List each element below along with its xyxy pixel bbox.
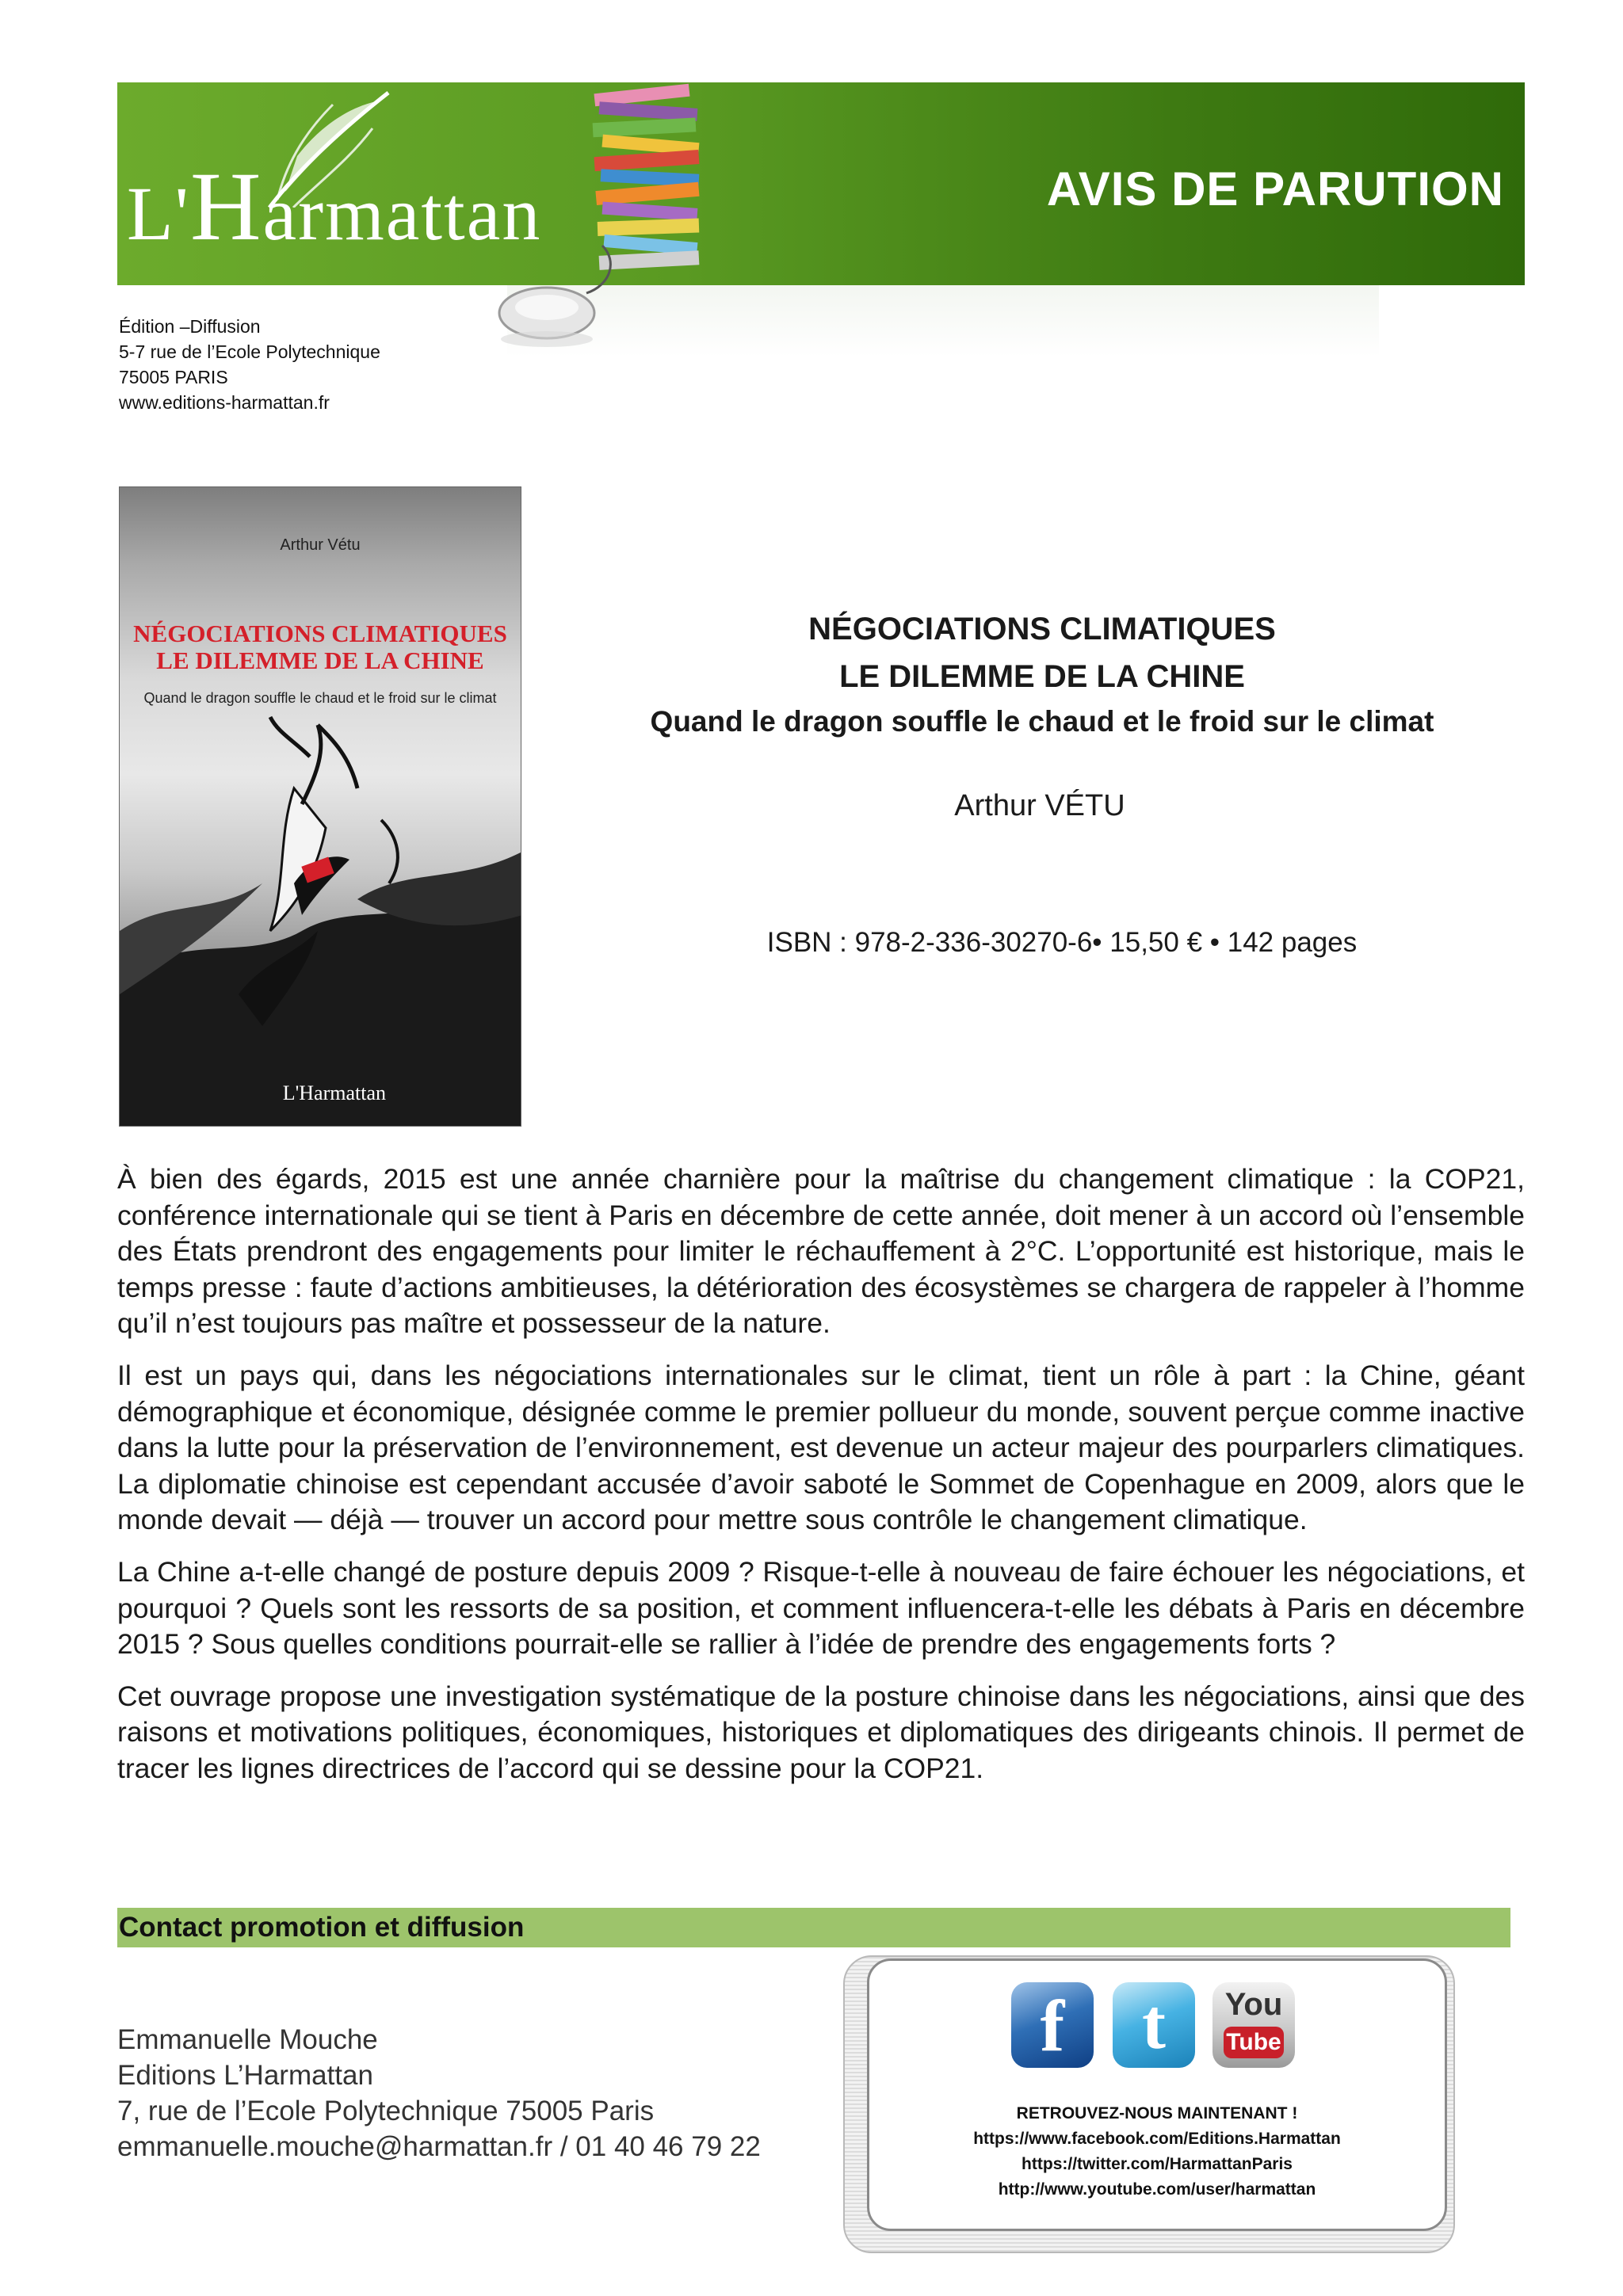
contact-company: Editions L’Harmattan <box>117 2060 373 2091</box>
harmattan-logo <box>127 151 541 263</box>
facebook-glyph: f <box>1040 1985 1065 2066</box>
twitter-icon[interactable] <box>1113 1982 1195 2068</box>
paragraph-4: Cet ouvrage propose une investigation systématique de la posture chinoise dans les négociations, ainsi que des raisons et motivations politiques, économiques, historiques et diplomatiques des dirigeants chinois. Il permet de tracer les lignes directrices de l’accord qui se dessine pour la COP21. <box>117 1680 1525 1784</box>
contact-email-phone[interactable]: emmanuelle.mouche@harmattan.fr / 01 40 46 79 22 <box>117 2131 761 2162</box>
book-title-line1: NÉGOCIATIONS CLIMATIQUES <box>808 612 1276 646</box>
book-cover <box>119 486 521 1127</box>
youtube-tube: Tube <box>1224 2027 1284 2058</box>
publisher-website[interactable]: www.editions-harmattan.fr <box>119 392 330 413</box>
paragraph-1: À bien des égards, 2015 est une année charnière pour la maîtrise du changement climatique : la COP21, conférence internationale qui se tient à Paris en décembre de cette année, doit mener à un accord où l’ensemble des États prendront des engagements pour limiter le réchauffement à 2°C. L’opportunité est historique, mais le temps presse : faute d’actions ambitieuses, la détérioration des écosystèmes se chargera de rappeler à l’homme qu’il n’est toujours pas maître et possesseur de la nature. <box>117 1163 1525 1340</box>
youtube-you: You <box>1224 1987 1283 2022</box>
facebook-icon[interactable] <box>1011 1982 1094 2068</box>
contact-name: Emmanuelle Mouche <box>117 2024 378 2055</box>
cover-title-line1: NÉGOCIATIONS CLIMATIQUES <box>133 620 507 647</box>
cover-author: Arthur Vétu <box>280 536 361 554</box>
cover-publisher-logo: L'Harmattan <box>282 1081 386 1104</box>
paragraph-2: Il est un pays qui, dans les négociations internationales sur le climat, tient un rôle à part : la Chine, géant démographique et économique, désignée comme le premier pollueur du monde, souvent perçue comme inactive dans la lutte pour la préservation de l’environnement, est devenue un acteur majeur des pourparlers climatiques. La diplomatie chinoise est cependant accusée d’avoir saboté le Sommet de Copenhague en 2009, alors que le monde devait — déjà — trouver un accord pour mettre sous contrôle le changement climatique. <box>117 1359 1525 1536</box>
book-description <box>117 1161 1525 1803</box>
publisher-address <box>119 314 380 415</box>
youtube-link[interactable]: http://www.youtube.com/user/harmattan <box>998 2180 1316 2199</box>
publisher-line3: 75005 PARIS <box>119 367 228 387</box>
contact-heading: Contact promotion et diffusion <box>117 1908 1510 1947</box>
facebook-link[interactable]: https://www.facebook.com/Editions.Harmattan <box>973 2130 1341 2148</box>
dragon-illustration <box>120 487 521 1127</box>
twitter-glyph: t <box>1142 1985 1166 2064</box>
logo-rest: armattan <box>262 171 542 256</box>
contact-address: 7, rue de l’Ecole Polytechnique 75005 Paris <box>117 2096 655 2126</box>
cover-subtitle: Quand le dragon souffle le chaud et le froid sur le climat <box>143 690 497 706</box>
logo-prefix: L' <box>127 171 190 256</box>
contact-details <box>117 2022 761 2164</box>
youtube-icon[interactable] <box>1212 1982 1295 2068</box>
logo-initial: H <box>189 152 263 261</box>
book-subtitle: Quand le dragon souffle le chaud et le froid sur le climat <box>650 705 1434 738</box>
publisher-line2: 5-7 rue de l’Ecole Polytechnique <box>119 341 380 362</box>
book-details: ISBN : 978-2-336-30270-6• 15,50 € • 142 pages <box>766 927 1358 958</box>
twitter-link[interactable]: https://twitter.com/HarmattanParis <box>1022 2155 1293 2173</box>
book-author: Arthur VÉTU <box>954 789 1125 822</box>
cover-title <box>120 620 521 674</box>
paragraph-3: La Chine a-t-elle changé de posture depuis 2009 ? Risque-t-elle à nouveau de faire échouer les négociations, et pourquoi ? Quels sont les ressorts de sa position, et comment influencera-t-elle les débats à Paris en décembre 2015 ? Sous quelles conditions pourrait-elle se rallier à l’idée de prendre des engagements forts ? <box>117 1555 1525 1661</box>
social-heading: RETROUVEZ-NOUS MAINTENANT ! <box>1016 2104 1298 2122</box>
cover-title-line2: LE DILEMME DE LA CHINE <box>156 646 484 674</box>
computer-mouse-icon <box>491 238 650 357</box>
book-title-line2: LE DILEMME DE LA CHINE <box>839 659 1245 694</box>
publisher-line1: Édition –Diffusion <box>119 316 261 337</box>
page-title: AVIS DE PARUTION <box>1046 162 1504 215</box>
